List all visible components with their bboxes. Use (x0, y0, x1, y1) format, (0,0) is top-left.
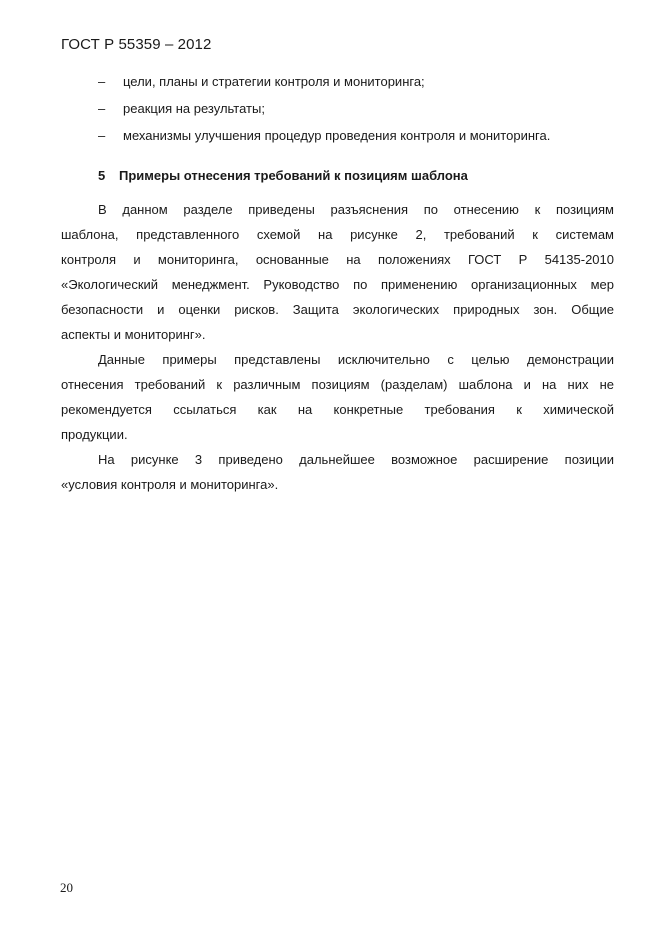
paragraph-line: «Экологический менеджмент. Руководство по применению организационных мер (61, 277, 614, 292)
paragraph-line: шаблона, представленного схемой на рисунке 2, требований к системам (61, 227, 614, 242)
bullet-dash: – (98, 128, 106, 143)
paragraph-1 (61, 197, 614, 347)
section-number: 5 (98, 168, 106, 183)
paragraph-line: отнесения требований к различным позициям (разделам) шаблона и на них не (61, 377, 614, 392)
bullet-text: цели, планы и стратегии контроля и мониторинга; (123, 74, 425, 89)
paragraph-line: Данные примеры представлены исключительно с целью демонстрации (98, 352, 614, 367)
section-title-text: Примеры отнесения требований к позициям шаблона (119, 168, 468, 183)
paragraph-3 (61, 447, 614, 497)
bullet-dash: – (98, 74, 106, 89)
paragraph-line: продукции. (61, 427, 128, 442)
paragraph-line: «условия контроля и мониторинга». (61, 477, 279, 492)
page-number: 20 (60, 880, 73, 895)
paragraph-2 (61, 347, 614, 447)
paragraph-line: безопасности и оценки рисков. Защита экологических природных зон. Общие (61, 302, 614, 317)
bullet-dash: – (98, 101, 106, 116)
paragraph-line: аспекты и мониторинг». (61, 327, 206, 342)
bullet-text: механизмы улучшения процедур проведения контроля и мониторинга. (123, 128, 551, 143)
paragraph-line: рекомендуется ссылаться как на конкретные требования к химической (61, 402, 614, 417)
paragraph-line: контроля и мониторинга, основанные на положениях ГОСТ Р 54135-2010 (61, 252, 614, 267)
section-heading (98, 168, 468, 183)
document-header: ГОСТ Р 55359 – 2012 (61, 36, 212, 53)
paragraph-line: На рисунке 3 приведено дальнейшее возможное расширение позиции (98, 452, 614, 467)
paragraph-line: В данном разделе приведены разъяснения по отнесению к позициям (98, 202, 614, 217)
bullet-text: реакция на результаты; (123, 101, 265, 116)
